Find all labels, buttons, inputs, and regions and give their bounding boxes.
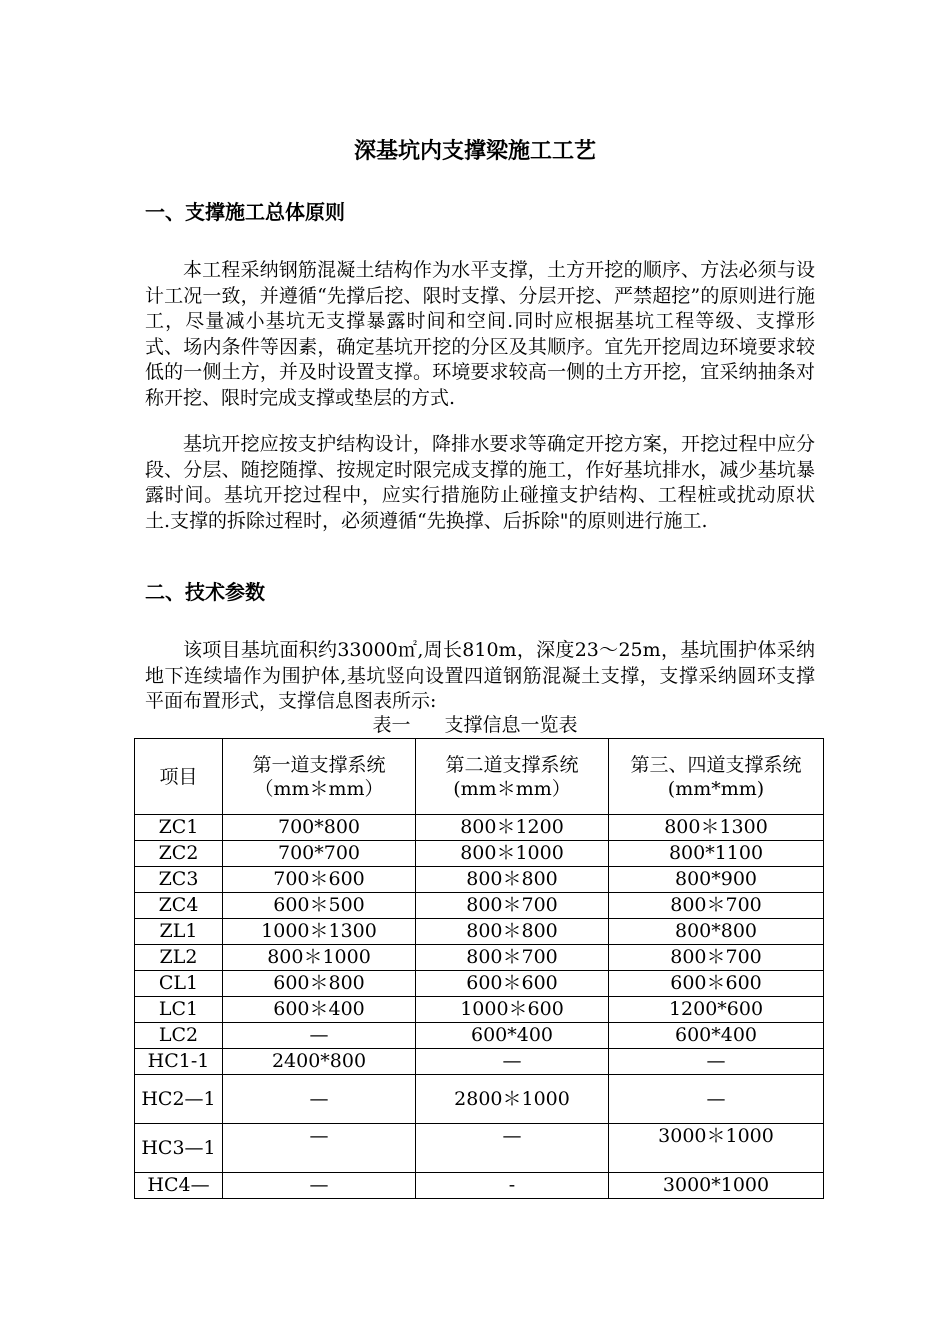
row-dimension-cell: 800＊800	[416, 867, 609, 893]
row-item-code: LC2	[135, 1023, 223, 1049]
row-item-code: LC1	[135, 997, 223, 1023]
table-row	[135, 971, 824, 997]
row-dimension-cell: 800*800	[609, 919, 824, 945]
row-dimension-cell: 800＊1200	[416, 815, 609, 841]
section-heading-parameters: 二、技术参数	[145, 580, 265, 604]
row-dimension-cell: 800*1100	[609, 841, 824, 867]
table-row	[135, 1075, 824, 1124]
row-item-code: HC4—	[135, 1173, 223, 1199]
row-item-code: HC2—1	[135, 1075, 223, 1124]
table-row	[135, 1049, 824, 1075]
row-dimension-cell: 3000＊1000	[609, 1124, 824, 1173]
row-item-code: CL1	[135, 971, 223, 997]
row-item-code: ZC1	[135, 815, 223, 841]
row-dimension-cell: —	[416, 1049, 609, 1075]
header-item: 项目	[135, 739, 223, 815]
table-caption-label: 表一	[372, 714, 411, 736]
row-dimension-cell: —	[609, 1075, 824, 1124]
header-third-fourth-support: 第三、四道支撑系统 (mm*mm)	[609, 739, 824, 815]
row-dimension-cell: 800＊800	[416, 919, 609, 945]
row-dimension-cell: 2800＊1000	[416, 1075, 609, 1124]
table-row	[135, 867, 824, 893]
section-heading-principles: 一、支撑施工总体原则	[145, 200, 345, 224]
table-caption-text: 支撑信息一览表	[444, 714, 578, 736]
table-row	[135, 893, 824, 919]
row-item-code: ZL2	[135, 945, 223, 971]
row-dimension-cell: 800＊700	[609, 893, 824, 919]
paragraph: 本工程采纳钢筋混凝土结构作为水平支撑，土方开挖的顺序、方法必须与设计工况一致，并遵循“先撑后挖、限时支撑、分层开挖、严禁超挖”的原则进行施工，尽量减小基坑无支撑暴露时间和空间.同时应根据基坑工程等级、支撑形式、场内条件等因素，确定基坑开挖的分区及其顺序。宜先开挖周边环境要求较低的一侧土方，并及时设置支撑。环境要求较高一侧的土方开挖，宜采纳抽条对称开挖、限时完成支撑或垫层的方式.	[145, 259, 815, 409]
row-dimension-cell: 600＊500	[223, 893, 416, 919]
row-item-code: ZC3	[135, 867, 223, 893]
table-row	[135, 919, 824, 945]
row-dimension-cell: 600＊600	[416, 971, 609, 997]
row-dimension-cell: 600＊800	[223, 971, 416, 997]
row-dimension-cell: 600*400	[416, 1023, 609, 1049]
row-dimension-cell: 600＊600	[609, 971, 824, 997]
row-dimension-cell: —	[223, 1075, 416, 1124]
row-item-code: HC1-1	[135, 1049, 223, 1075]
row-item-code: HC3—1	[135, 1124, 223, 1173]
paragraph: 基坑开挖应按支护结构设计，降排水要求等确定开挖方案，开挖过程中应分段、分层、随挖随撑、按规定时限完成支撑的施工，作好基坑排水，减少基坑暴露时间。基坑开挖过程中，应实行措施防止碰撞支护结构、工程桩或扰动原状土.支撑的拆除过程时，必须遵循“先换撑、后拆除"的原则进行施工.	[145, 433, 815, 532]
row-item-code: ZC2	[135, 841, 223, 867]
header-second-support: 第二道支撑系统 (mm＊mm）	[416, 739, 609, 815]
row-dimension-cell: 1000＊600	[416, 997, 609, 1023]
row-dimension-cell: 700*800	[223, 815, 416, 841]
row-dimension-cell: 800＊1000	[416, 841, 609, 867]
row-dimension-cell: 600*400	[609, 1023, 824, 1049]
row-dimension-cell: —	[223, 1023, 416, 1049]
row-dimension-cell: —	[416, 1124, 609, 1173]
row-dimension-cell: 700＊600	[223, 867, 416, 893]
table-row	[135, 997, 824, 1023]
paragraph: 该项目基坑面积约33000㎡,周长810m，深度23～25m，基坑围护体采纳地下连续墙作为围护体,基坑竖向设置四道钢筋混凝土支撑，支撑采纳圆环支撑平面布置形式，支撑信息图表所示:	[145, 639, 815, 713]
table-row	[135, 841, 824, 867]
row-dimension-cell: 3000*1000	[609, 1173, 824, 1199]
row-dimension-cell: 1000＊1300	[223, 919, 416, 945]
row-dimension-cell: 700*700	[223, 841, 416, 867]
row-item-code: ZL1	[135, 919, 223, 945]
row-dimension-cell: -	[416, 1173, 609, 1199]
table-caption	[0, 713, 950, 737]
row-dimension-cell: 600＊400	[223, 997, 416, 1023]
row-dimension-cell: 1200*600	[609, 997, 824, 1023]
document-title: 深基坑内支撑梁施工工艺	[353, 139, 596, 164]
table-row	[135, 1023, 824, 1049]
table-row	[135, 945, 824, 971]
table-row	[135, 815, 824, 841]
row-dimension-cell: 800＊1000	[223, 945, 416, 971]
row-dimension-cell: 800＊700	[416, 893, 609, 919]
row-dimension-cell: —	[223, 1173, 416, 1199]
table-header-row	[135, 739, 824, 815]
row-item-code: ZC4	[135, 893, 223, 919]
support-info-table	[134, 738, 824, 1199]
table-row	[135, 1124, 824, 1173]
row-dimension-cell: 2400*800	[223, 1049, 416, 1075]
row-dimension-cell: —	[609, 1049, 824, 1075]
header-first-support: 第一道支撑系统 （mm＊mm）	[223, 739, 416, 815]
row-dimension-cell: 800＊700	[416, 945, 609, 971]
row-dimension-cell: 800＊1300	[609, 815, 824, 841]
row-dimension-cell: 800＊700	[609, 945, 824, 971]
row-dimension-cell: —	[223, 1124, 416, 1173]
row-dimension-cell: 800*900	[609, 867, 824, 893]
table-row	[135, 1173, 824, 1199]
